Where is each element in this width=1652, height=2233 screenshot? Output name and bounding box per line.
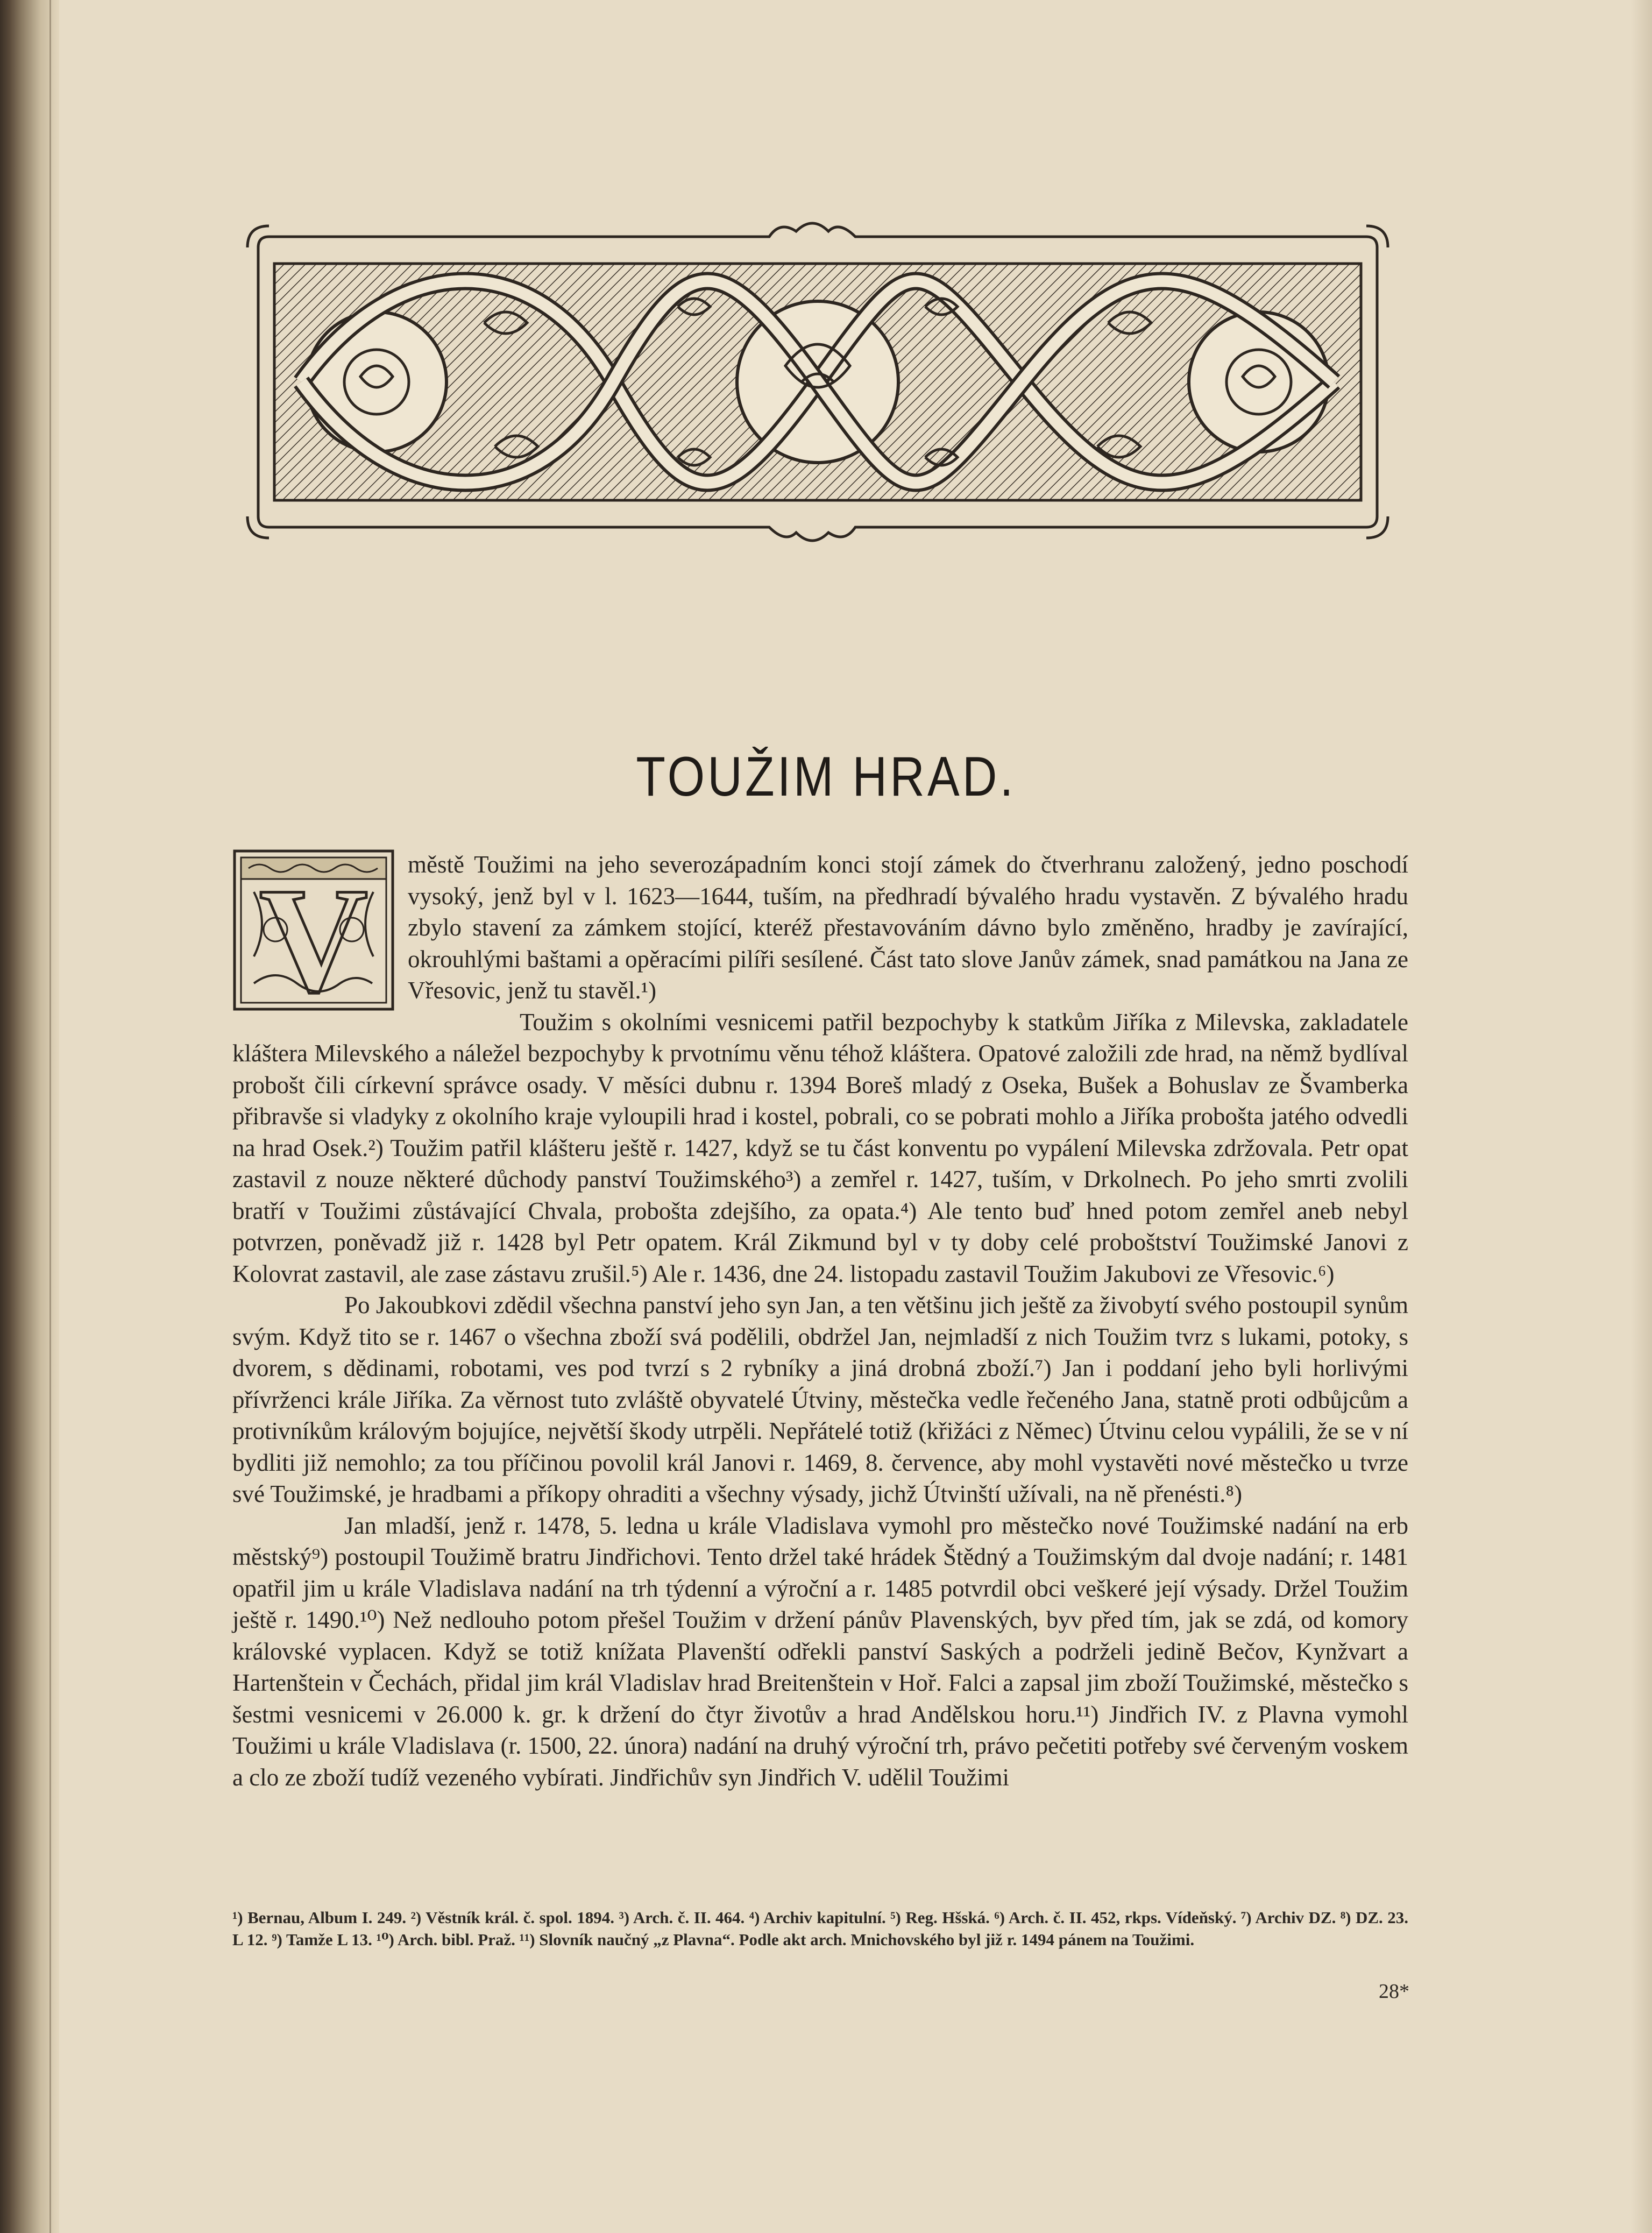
page-title: TOUŽIM HRAD.: [636, 746, 1016, 808]
footnote-separator: [232, 1897, 1408, 1898]
article-body: [232, 849, 1408, 1793]
page-number: 28*: [1379, 1980, 1409, 2003]
initial-letter: V: [259, 856, 368, 1024]
footnotes: ¹) Bernau, Album I. 249. ²) Věstník král. č. spol. 1894. ³) Arch. č. II. 464. ⁴) Archiv kapitulní. ⁵) Reg. Hšská. ⁶) Arch. č. II. 452, rkps. Vídeňský. ⁷) Archiv DZ. ⁸) DZ. 23. L 12. ⁹) Tamže L 13. ¹⁰) Arch. bibl. Praž. ¹¹) Slovník naučný „z Plavna“. Podle akt arch. Mnichovského byl již r. 1494 pánem na Toužimi.: [232, 1908, 1408, 1949]
paragraph-3: Po Jakoubkovi zdědil všechna panství jeho syn Jan, a ten většinu jich ještě za živobytí svého postoupil synům svým. Když tito se r. 1467 o všechna zboží svá podělili, obdržel Jan, nejmladší z nich Toužim tvrz s lukami, potoky, s dvorem, s dědinami, robotami, ves pod tvrzí s 2 rybníky a jiná drobná zboží.⁷) Jan i poddaní jeho byli horlivými přívrženci krále Jiříka. Za věrnost tuto zvláště obyvatelé Útviny, městečka vedle řečeného Jana, statně proti odbůjcům a protivníkům královým bojujíce, největší škody utrpěli. Nepřátelé totiž (křižáci z Němec) Útvinu celou vypálili, že se v ní bydliti již nemohlo; za tou příčinou povolil král Janovi r. 1469, 8. července, aby mohl vystavěti nové městečko u tvrze své Toužimské, je hradbami a příkopy ohraditi a všechny výsady, jichž Útvinští užívali, na ně přenésti.⁸): [232, 1292, 1408, 1507]
paragraph-4: Jan mladší, jenž r. 1478, 5. ledna u krále Vladislava vymohl pro městečko nové Toužimské nadání na erb městský⁹) postoupil Toužimě bratru Jindřichovi. Tento držel také hrádek Štědný a Toužimským dal dvoje nadání; r. 1481 opatřil jim u krále Vladislava nadání na trh týdenní a výroční a r. 1485 potvrdil obci veškeré její výsady. Držel Toužim ještě r. 1490.¹⁰) Než nedlouho potom přešel Toužim v držení pánův Plavenských, byv před tím, jak se zdá, od komory královské vyplacen. Když se totiž knížata Plavenští odřekli panství Saských a podrželi jedině Bečov, Kynžvart a Hartenštein v Čechách, přidal jim král Vladislav hrad Breitenštein v Hoř. Falci a zapsal jim zboží Toužimské, městečko s šestmi vesnicemi v 26.000 k. gr. k držení do čtyr životův a hrad Andělskou horu.¹¹) Jindřich IV. z Plavna vymohl Toužimi u krále Vladislava (r. 1500, 22. února) nadání na druhý výroční trh, právo pečetiti potřeby své červeným voskem a clo ze zboží tudíž vezeného vybírati. Jindřichův syn Jindřich V. udělil Toužimi: [232, 1512, 1408, 1791]
decorative-initial: [232, 849, 395, 1024]
paragraph-1: [232, 849, 1408, 1024]
paragraph-1-text: městě Toužimi na jeho severozápadním konci stojí zámek do čtverhranu založený, jedno poschodí vysoký, jenž byl v l. 1623—1644, tuším, na předhradí bývalého hradu vystavěn. Z bývalého hradu zbylo stavení za zámkem stojící, kteréž přestavováním dávno bylo změněno, hradby je zavírající, okrouhlými baštami a opěracími pilíři sesílené. Část tato slove Janův zámek, snad památkou na Jana ze Vřesovic, jenž tu stavěl.¹): [408, 851, 1408, 1004]
page-edge-shading: [1630, 0, 1652, 2233]
page-fold-line: [49, 0, 51, 2233]
header-ornament: [237, 215, 1399, 549]
paragraph-2: Toužim s okolními vesnicemi patřil bezpochyby k statkům Jiříka z Milevska, zakladatele kláštera Milevského a náležel bezpochyby k prvotnímu věnu téhož kláštera. Opatové založili zde hrad, na němž bydlíval probošt čili církevní správce osady. V měsíci dubnu r. 1394 Boreš mladý z Oseka, Bušek a Bohuslav ze Švamberka přibravše si vladyky z okolního kraje vyloupili hrad i kostel, pobrali, co se pobrati mohlo a Jiříka probošta jatého odvedli na hrad Osek.²) Toužim patřil klášteru ještě r. 1427, když se tu část konventu po vypálení Milevska zdržovala. Petr opat zastavil z nouze některé důchody panství Toužimského³) a zemřel r. 1427, tuším, v Drkolnech. Po jeho smrti zvolili bratří v Toužimi zůstávající Chvala, probošta zdejšího, za opata.⁴) Ale tento buď hned potom zemřel aneb nebyl potvrzen, poněvadž již r. 1428 byl Petr opatem. Král Zikmund byl v ty doby celé proboštství Toužimské Janovi z Kolovrat zastavil, ale zase zástavu zrušil.⁵) Ale r. 1436, dne 24. listopadu zastavil Toužim Jakubovi ze Vřesovic.⁶): [232, 1008, 1408, 1287]
